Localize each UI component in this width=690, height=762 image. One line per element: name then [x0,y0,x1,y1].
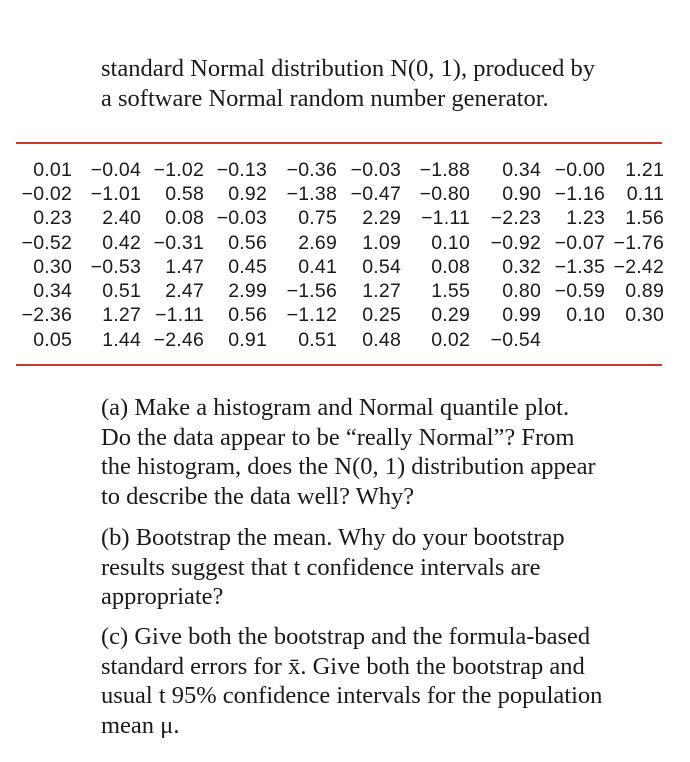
table-cell: 0.01 [33,158,72,181]
table-row [12,182,664,206]
intro-paragraph [101,54,676,114]
table-cell: 0.89 [625,280,664,303]
part-c-line-4: mean μ. [101,711,180,739]
table-cell: 0.30 [625,304,664,327]
table-cell: 1.55 [431,280,470,303]
table-cell: 0.48 [362,328,401,351]
table-cell: 0.11 [626,182,664,205]
table-row [12,279,664,303]
table-cell: 2.29 [362,207,401,230]
table-cell: −2.46 [153,328,204,351]
table-cell: −1.02 [153,158,204,181]
table-cell: −1.88 [419,158,470,181]
table-cell: 0.91 [228,328,267,351]
table-cell: 0.51 [298,328,337,351]
part-b-line-1: Bootstrap the mean. Why do your bootstrap [135,524,565,551]
table-cell: 0.25 [362,304,401,327]
table-cell: −1.11 [421,207,470,230]
table-cell: 0.56 [228,231,267,254]
exercise-part-c [101,622,676,740]
table-cell: 0.29 [431,304,470,327]
table-cell: 1.47 [165,255,204,278]
table-cell: 0.54 [362,255,401,278]
table-cell: 0.34 [502,158,541,181]
table-cell: 0.30 [33,255,72,278]
table-cell: −0.13 [216,158,267,181]
table-cell: −0.36 [286,158,337,181]
table-cell: −0.59 [554,280,605,303]
table-cell: 0.08 [165,207,204,230]
part-c-label: (c) [101,623,129,650]
table-cell: −1.16 [554,182,605,205]
exercise-part-b [101,523,676,612]
part-c-line-2: standard errors for x̄. Give both the bootstrap and [101,652,585,680]
table-cell [605,328,664,352]
table-cell: 0.56 [228,304,267,327]
table-cell: −0.00 [554,158,605,181]
part-c-line-3: usual t 95% confidence intervals for the population [101,682,603,709]
table-cell: −0.80 [419,182,470,205]
table-cell [541,328,605,352]
table-cell: 0.10 [431,231,470,254]
table-cell: 2.99 [228,280,267,303]
table-cell: −0.92 [490,231,541,254]
table-cell: 1.44 [102,328,141,351]
table-cell: −1.38 [286,182,337,205]
table-cell: 1.09 [362,231,401,254]
table-cell: 1.27 [362,280,401,303]
table-cell: 0.45 [228,255,267,278]
table-row [12,328,664,352]
table-cell: 1.56 [625,207,664,230]
table-cell: 1.21 [625,158,664,181]
table-cell: −1.11 [155,304,204,327]
table-cell: −0.54 [490,328,541,351]
table-cell: 0.90 [502,182,541,205]
part-b-line-3: appropriate? [101,583,224,610]
table-cell: −0.31 [153,231,204,254]
part-c-line-1: Give both the bootstrap and the formula-based [134,623,591,650]
table-cell: 0.42 [102,231,141,254]
table-row [12,158,664,182]
part-a-line-3: the histogram, does the N(0, 1) distribution appear [101,453,596,480]
intro-line-2: a software Normal random number generator. [101,85,549,112]
table-cell: −1.76 [613,231,664,254]
table-cell: 0.34 [33,280,72,303]
table-cell: −0.52 [21,231,72,254]
part-b-label: (b) [101,524,130,551]
table-cell: −0.03 [350,158,401,181]
table-cell: 0.32 [502,255,541,278]
table-cell: 2.40 [102,207,141,230]
table-cell: 0.05 [33,328,72,351]
part-b-line-2: results suggest that t confidence intervals are [101,553,541,581]
table-cell: 2.47 [165,280,204,303]
table-cell: 0.08 [431,255,470,278]
table-cell: −0.04 [90,158,141,181]
table-cell: −1.12 [286,304,337,327]
table-cell: −0.07 [554,231,605,254]
table-cell: 0.58 [165,182,204,205]
table-cell: 0.41 [298,255,337,278]
part-a-line-2: Do the data appear to be “really Normal”? From [101,423,575,451]
table-cell: 0.75 [298,207,337,230]
table-row [12,255,664,279]
table-cell: 0.02 [431,328,470,351]
table-row [12,207,664,231]
table-cell: −1.56 [286,280,337,303]
table-cell: 0.99 [502,304,541,327]
table-cell: −0.53 [90,255,141,278]
part-a-line-4: to describe the data well? Why? [101,482,415,510]
table-cell: −1.01 [90,182,141,205]
table-cell: 1.23 [566,207,605,230]
exercise-part-a [101,393,676,511]
table-cell: −1.35 [554,255,605,278]
table-cell: −2.23 [490,207,541,230]
table-top-rule [16,142,662,144]
table-cell: 1.27 [102,304,141,327]
table-cell: 0.23 [33,207,72,230]
random-numbers-table [12,158,664,352]
table-cell: 0.51 [102,280,141,303]
table-cell: −0.02 [21,182,72,205]
table-cell: 2.69 [298,231,337,254]
table-cell: −2.36 [21,304,72,327]
table-row [12,231,664,255]
part-a-label: (a) [101,394,129,421]
table-cell: 0.80 [502,280,541,303]
table-cell: −0.47 [350,182,401,205]
table-row [12,304,664,328]
table-cell: −0.03 [216,207,267,230]
part-a-line-1: Make a histogram and Normal quantile plot. [134,394,570,421]
intro-line-1: standard Normal distribution N(0, 1), produced by [101,55,595,82]
table-cell: 0.92 [228,182,267,205]
table-cell: 0.10 [566,304,605,327]
table-bottom-rule [16,364,662,366]
table-cell: −2.42 [613,255,664,278]
